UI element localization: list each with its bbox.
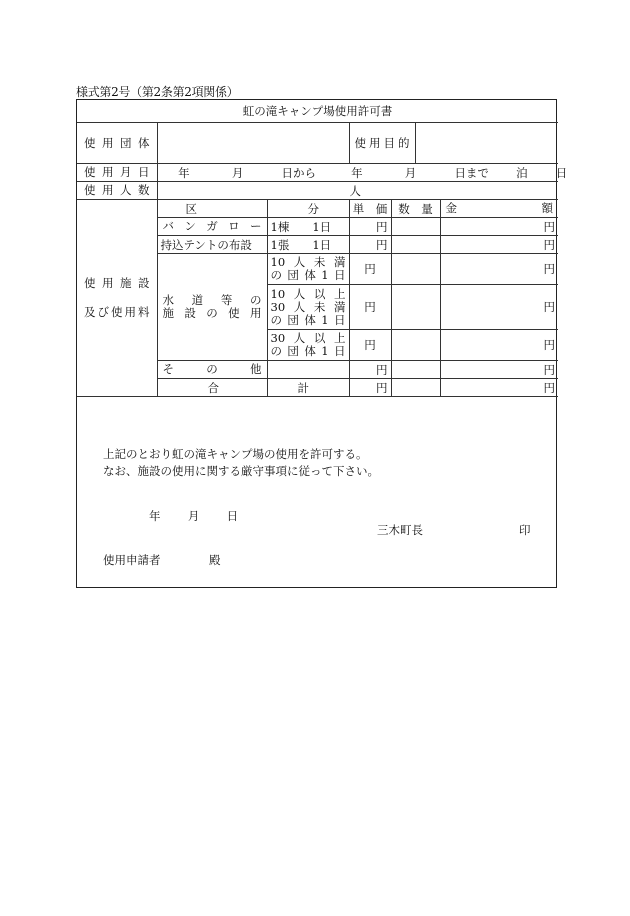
other-quantity[interactable] [391, 361, 440, 379]
water-c-line1: 30人以上 [270, 331, 346, 345]
water-c-quantity[interactable] [391, 330, 440, 361]
date-nights: 泊 [516, 165, 528, 180]
water-c-line2: の団体1日 [270, 344, 346, 358]
other-price[interactable]: 円 [349, 361, 391, 379]
header-amount-right: 額 [541, 201, 554, 215]
tent-quantity[interactable] [391, 236, 440, 254]
header-category: 区 [157, 200, 267, 218]
permit-form [76, 99, 568, 588]
bungalow-amount[interactable]: 円 [440, 218, 558, 236]
bungalow-unit: 1棟 1日 [267, 218, 349, 236]
other-amount[interactable]: 円 [440, 361, 558, 379]
header-amount-left: 金 [445, 201, 494, 215]
bungalow-label: バンガロー [162, 219, 262, 233]
total-label-right: 計 [267, 379, 349, 397]
org-label: 使用団体 [84, 135, 150, 150]
water-c-amount[interactable]: 円 [440, 330, 558, 361]
purpose-label: 使用目的 [354, 135, 410, 150]
total-quantity[interactable] [391, 379, 440, 397]
issue-year: 年 [149, 509, 161, 523]
people-value-field[interactable] [157, 182, 558, 200]
tent-label: 持込テントの布設 [157, 236, 267, 254]
notice-line2: なお、施設の使用に関する厳守事項に従って下さい。 [103, 464, 379, 478]
date-month1: 月 [231, 165, 244, 180]
water-a-quantity[interactable] [391, 254, 440, 285]
permit-notice-area [77, 426, 556, 586]
total-label-left: 合 [157, 379, 267, 397]
water-b-line3: の団体1日 [270, 312, 346, 327]
date-label: 使用月日 [84, 165, 150, 179]
water-label-line2: 施設の使用 [162, 306, 262, 320]
date-month2: 月 [404, 165, 417, 180]
date-year1: 年 [178, 165, 190, 180]
water-c-price[interactable]: 円 [349, 330, 391, 361]
date-from: 日から [281, 165, 316, 180]
header-unit-price: 単 価 [349, 200, 391, 218]
other-label: その他 [162, 362, 262, 376]
document-title: 虹の滝キャンプ場使用許可書 [77, 100, 558, 123]
water-b-line1: 10人以上 [270, 286, 346, 301]
bungalow-quantity[interactable] [391, 218, 440, 236]
org-value-field[interactable] [157, 123, 349, 164]
water-b-price[interactable]: 円 [349, 285, 391, 330]
water-a-line2: の団体1日 [270, 268, 346, 282]
water-b-amount[interactable]: 円 [440, 285, 558, 330]
purpose-value-field[interactable] [415, 123, 558, 164]
water-a-amount[interactable]: 円 [440, 254, 558, 285]
water-b-quantity[interactable] [391, 285, 440, 330]
facility-label-line2: 及び使用料 [84, 305, 150, 319]
form-number-label: 様式第2号（第2条第2項関係） [76, 85, 239, 99]
honorific: 殿 [209, 553, 221, 567]
seal-mark: 印 [519, 523, 531, 537]
issue-month: 月 [187, 509, 200, 523]
issue-date [149, 508, 238, 524]
permit-table [77, 100, 568, 397]
people-unit: 人 [349, 183, 361, 198]
water-a-line1: 10人未満 [270, 255, 346, 269]
header-division: 分 [267, 200, 349, 218]
notice-line1: 上記のとおり虹の滝キャンプ場の使用を許可する。 [103, 447, 368, 461]
total-price[interactable]: 円 [349, 379, 391, 397]
tent-unit: 1張 1日 [267, 236, 349, 254]
other-unit-field[interactable] [267, 361, 349, 379]
water-a-price[interactable]: 円 [349, 254, 391, 285]
mayor-name: 三木町長 [377, 523, 423, 537]
date-days: 日 [555, 165, 568, 180]
date-value-field[interactable] [157, 164, 568, 182]
water-label-line1: 水道等の [162, 293, 262, 307]
tent-price[interactable]: 円 [349, 236, 391, 254]
total-amount[interactable]: 円 [440, 379, 558, 397]
date-year2: 年 [351, 165, 363, 180]
facility-label-line1: 使用施設 [84, 276, 150, 290]
bungalow-price[interactable]: 円 [349, 218, 391, 236]
issue-day: 日 [226, 509, 239, 523]
date-until: 日まで [454, 165, 489, 180]
water-b-line2: 30人未満 [270, 299, 346, 314]
tent-amount[interactable]: 円 [440, 236, 558, 254]
applicant-label: 使用申請者 [103, 553, 161, 567]
people-label: 使用人数 [84, 183, 150, 197]
header-quantity: 数 量 [391, 200, 440, 218]
